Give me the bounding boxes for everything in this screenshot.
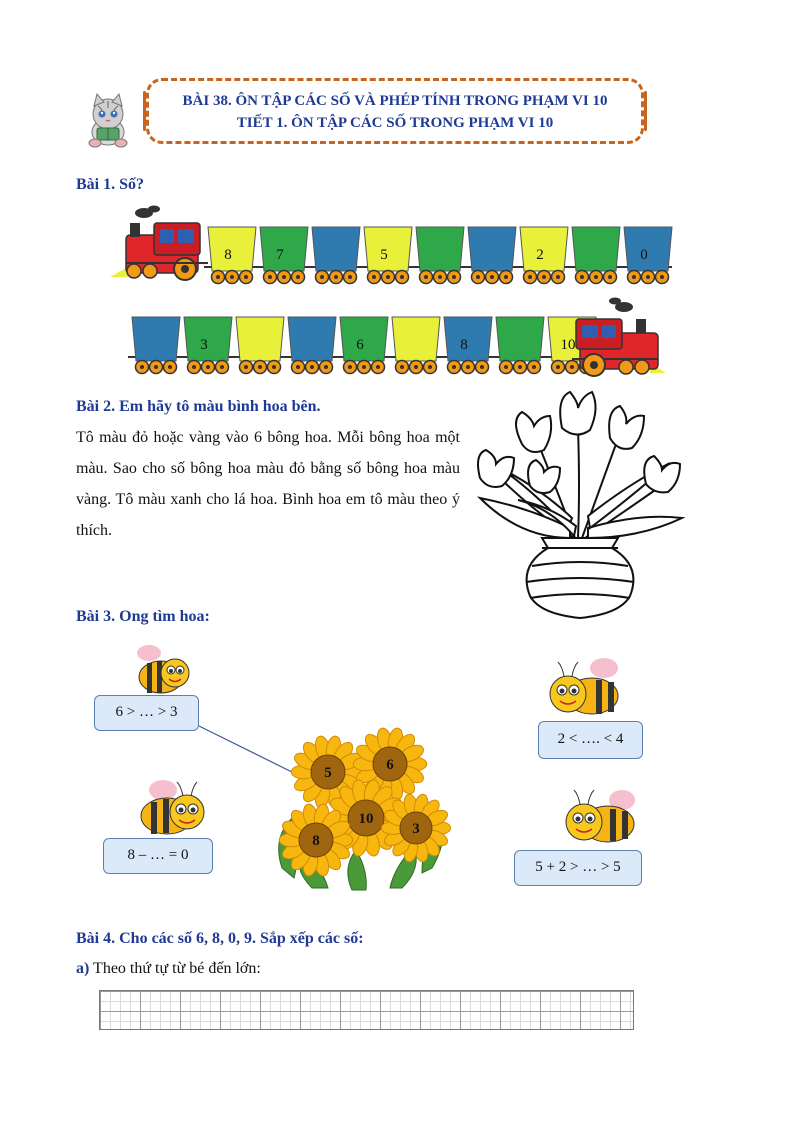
- car-number: 10: [560, 337, 576, 353]
- bee-card-1: 6 > … > 3: [94, 695, 199, 731]
- flower-number: 5: [324, 765, 332, 781]
- exercise-3-title: Bài 3. Ong tìm hoa:: [76, 608, 210, 625]
- car-number: 2: [536, 247, 544, 263]
- car-number: 8: [460, 337, 468, 353]
- exercise-4-title: Bài 4. Cho các số 6, 8, 0, 9. Sắp xếp các số:: [76, 930, 364, 947]
- answer-grid[interactable]: [99, 990, 634, 1030]
- flower-number: 10: [358, 811, 374, 827]
- lesson-title: BÀI 38. ÔN TẬP CÁC SỐ VÀ PHÉP TÍNH TRONG PHẠM VI 10: [182, 93, 608, 109]
- bee-card-4: 5 + 2 > … > 5: [514, 850, 642, 886]
- flower-number: 8: [312, 833, 320, 849]
- bee-icon: [560, 784, 640, 848]
- car-number: 3: [200, 337, 208, 353]
- bee-icon: [544, 654, 628, 720]
- car-number: 8: [224, 247, 232, 263]
- flower-number: 3: [412, 821, 420, 837]
- exercise-1-title: Bài 1. Số?: [76, 176, 145, 193]
- bee-card-2: 2 < …. < 4: [538, 721, 643, 759]
- bee-icon: [133, 776, 209, 838]
- sunflower-bouquet: [272, 718, 452, 893]
- bee-card-3: 8 – … = 0: [103, 838, 213, 874]
- car-number: 7: [276, 247, 284, 263]
- exercise-2-title: Bài 2. Em hãy tô màu bình hoa bên.: [76, 398, 321, 415]
- car-number: 0: [640, 247, 648, 263]
- lesson-subtitle: TIẾT 1. ÔN TẬP CÁC SỐ TRONG PHẠM VI 10: [236, 115, 554, 131]
- part-a-text: Theo thứ tự từ bé đến lớn:: [93, 960, 261, 977]
- flower-number: 6: [386, 757, 394, 773]
- exercise-4a: [76, 960, 261, 978]
- car-number: 6: [356, 337, 364, 353]
- exercise-2-instructions: Tô màu đỏ hoặc vàng vào 6 bông hoa. Mỗi bông hoa một màu. Sao cho số bông hoa màu đỏ bằng số bông hoa màu vàng. Tô màu xanh cho lá hoa. Bình hoa em tô màu theo ý thích.: [76, 429, 460, 539]
- car-number: 5: [380, 247, 388, 263]
- part-a-label: a): [76, 960, 90, 977]
- bee-icon: [125, 643, 195, 699]
